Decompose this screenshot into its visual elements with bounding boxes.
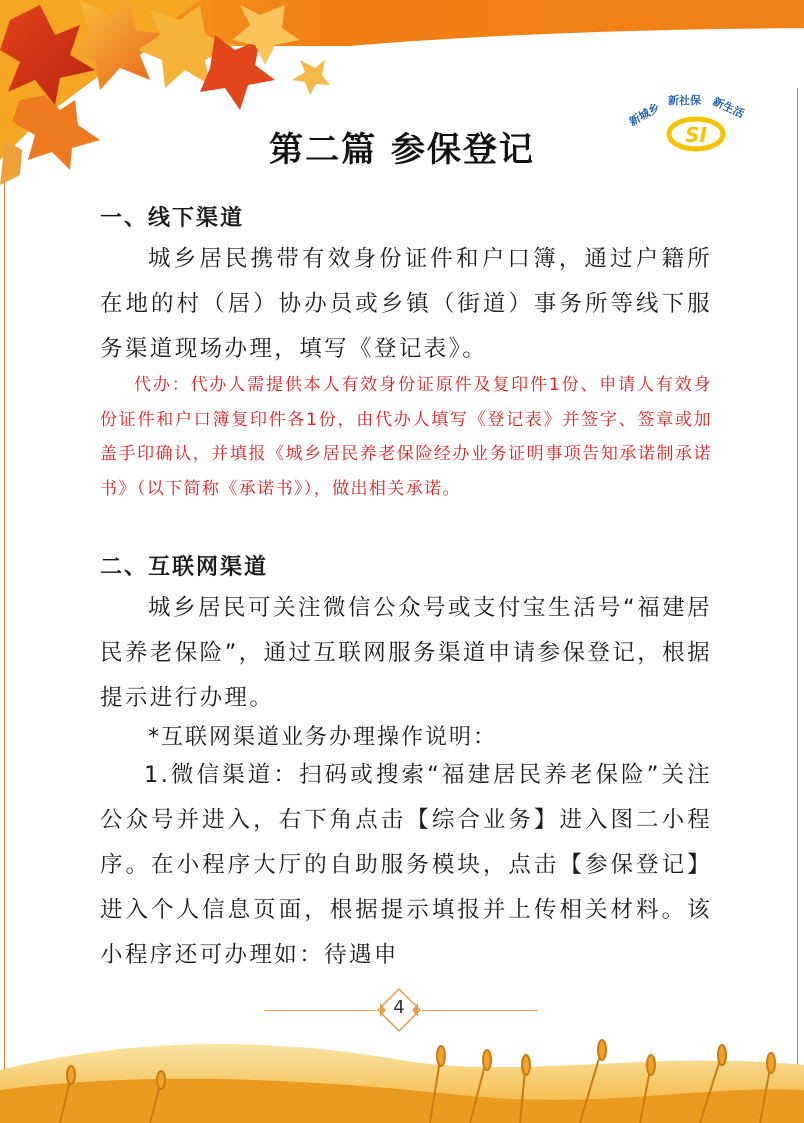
page-number-line-left	[264, 1010, 376, 1011]
proxy-note: 代办：代办人需提供本人有效身份证原件及复印件1份、申请人有效身份证件和户口簿复印件各1份，由代办人填写《登记表》并签字、签章或加盖手印确认，并填报《城乡居民养老保险经办业务证明事项告知承诺制承诺书》（以下简称《承诺书》），做出相关承诺。	[100, 375, 712, 499]
offline-paragraph: 城乡居民携带有效身份证件和户口簿，通过户籍所在地的村（居）协办员或乡镇（街道）事务所等线下服务渠道现场办理，填写《登记表》。	[100, 246, 712, 362]
online-instructions-heading: *互联网渠道业务办理操作说明：	[148, 725, 498, 750]
logo-mark: SI	[685, 123, 707, 147]
page-number: 4	[393, 997, 405, 1018]
wheat-field-decoration	[0, 1030, 804, 1123]
wechat-instructions: 1.微信渠道：扫码或搜索“福建居民养老保险”关注公众号并进入，右下角点击【综合业务】进入图二小程序。在小程序大厅的自助服务模块，点击【参保登记】进入个人信息页面，根据提示填报并上传相关材料。该小程序还可办理如：待遇申	[100, 762, 712, 968]
page-title: 第二篇 参保登记	[269, 130, 535, 170]
online-paragraph: 城乡居民可关注微信公众号或支付宝生活号“福建居民养老保险”，通过互联网服务渠道申请参保登记，根据提示进行办理。	[100, 595, 712, 711]
logo-slogan-3: 新生活	[710, 94, 747, 121]
section-heading-online: 二、互联网渠道	[100, 555, 269, 580]
logo-slogan-1: 新城乡	[627, 100, 663, 129]
logo-slogan-2: 新社保	[668, 94, 701, 107]
section-heading-offline: 一、线下渠道	[100, 206, 245, 231]
page-number-line-right	[422, 1010, 538, 1011]
